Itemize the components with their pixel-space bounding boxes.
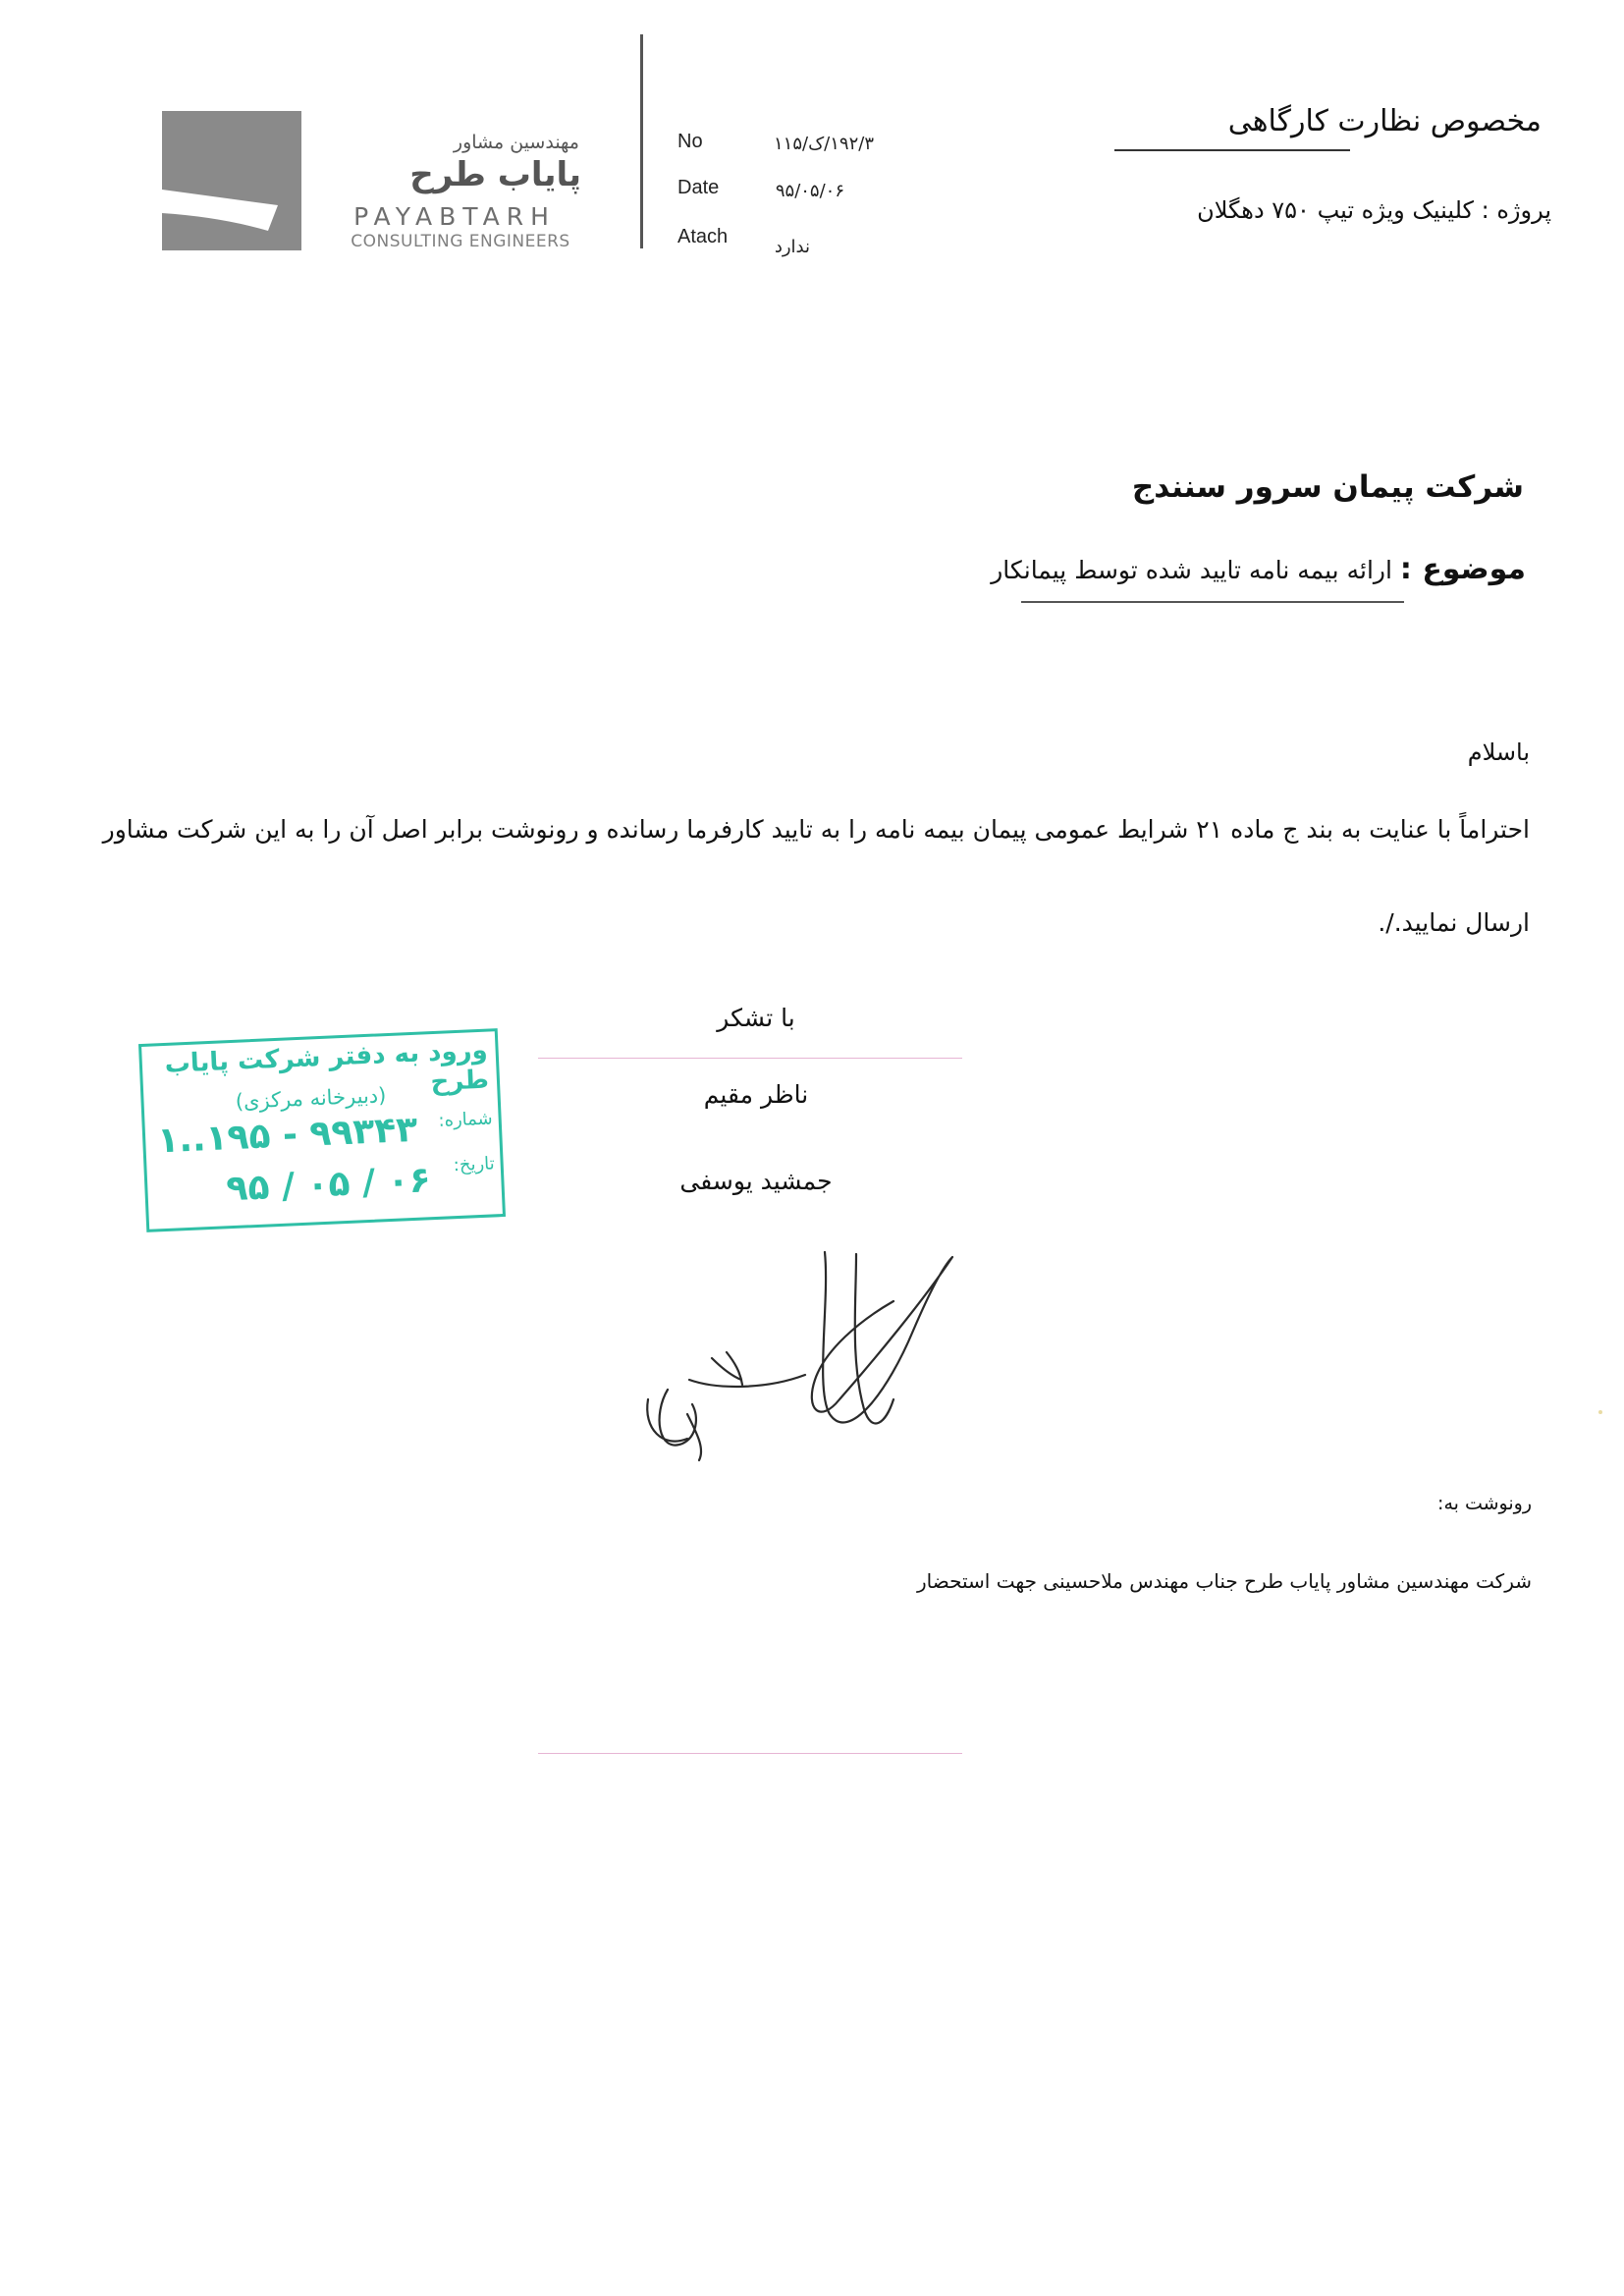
letter-attachment-value: ندارد	[774, 237, 810, 257]
logo-subtitle-fa: مهندسین مشاور	[453, 132, 579, 153]
project-line: پروژه : کلینیک ویژه تیپ ۷۵۰ دهگلان	[1197, 196, 1551, 224]
subject-row	[884, 552, 1526, 586]
cc-recipient: شرکت مهندسین مشاور پایاب طرح جناب مهندس ملاحسینی جهت استحضار	[917, 1569, 1532, 1593]
letter-date-label: Date	[677, 177, 720, 198]
logo-subtitle-en: CONSULTING ENGINEERS	[351, 232, 570, 251]
letter-attachment-label: Atach	[677, 226, 729, 247]
entry-stamp	[138, 1028, 506, 1232]
greeting: باسلام	[1467, 738, 1530, 766]
letter-number-label: No	[677, 131, 703, 152]
body-paragraph-line-1: احتراماً با عنایت به بند ج ماده ۲۱ شرایط عمومی پیمان بیمه نامه را به تایید کارفرما رسانده و رونوشت برابر اصل آن را به این شرکت مشاور	[102, 815, 1530, 844]
header-divider	[640, 34, 643, 248]
supervision-underline	[1114, 149, 1350, 151]
stamp-number-label: شماره:	[438, 1108, 494, 1131]
scan-speck	[1598, 1410, 1602, 1414]
stamp-title: ورود به دفتر شرکت پایاب طرح	[164, 1035, 490, 1098]
stamp-number-value: ۱..۱۹۵ - ۹۹۳۴۳	[156, 1109, 419, 1162]
subject-underline	[1021, 601, 1404, 603]
supervision-title: مخصوص نظارت کارگاهی	[1227, 104, 1542, 138]
subject-text: ارائه بیمه نامه تایید شده توسط پیمانکار	[991, 556, 1392, 584]
handwritten-signature	[628, 1242, 972, 1468]
closing-thanks: با تشکر	[717, 1004, 795, 1032]
signer-name: جمشید یوسفی	[679, 1167, 833, 1195]
logo-name-fa: پایاب طرح	[409, 155, 581, 194]
logo-name-en: PAYABTARH	[353, 202, 556, 231]
body-paragraph-line-2: ارسال نمایید./.	[1378, 908, 1530, 937]
stamp-date-label: تاریخ:	[453, 1153, 496, 1176]
cc-label: رونوشت به:	[1437, 1493, 1532, 1514]
stamp-date-value: ۹۵ / ۰۵ / ۰۶	[225, 1160, 432, 1210]
stamp-department: (دبیرخانه مرکزی)	[235, 1083, 387, 1114]
fold-guide-line	[538, 1058, 962, 1059]
letter-number-value: ۱۹۲/۳/ک/۱۱۵	[773, 134, 874, 154]
signer-position: ناظر مقیم	[703, 1080, 809, 1109]
fold-guide-line	[538, 1753, 962, 1754]
letter-date-value: ۹۵/۰۵/۰۶	[775, 181, 844, 201]
company-logo-mark	[162, 111, 301, 250]
recipient: شرکت پیمان سرور سنندج	[1131, 469, 1524, 505]
subject-label: موضوع :	[1399, 552, 1526, 586]
